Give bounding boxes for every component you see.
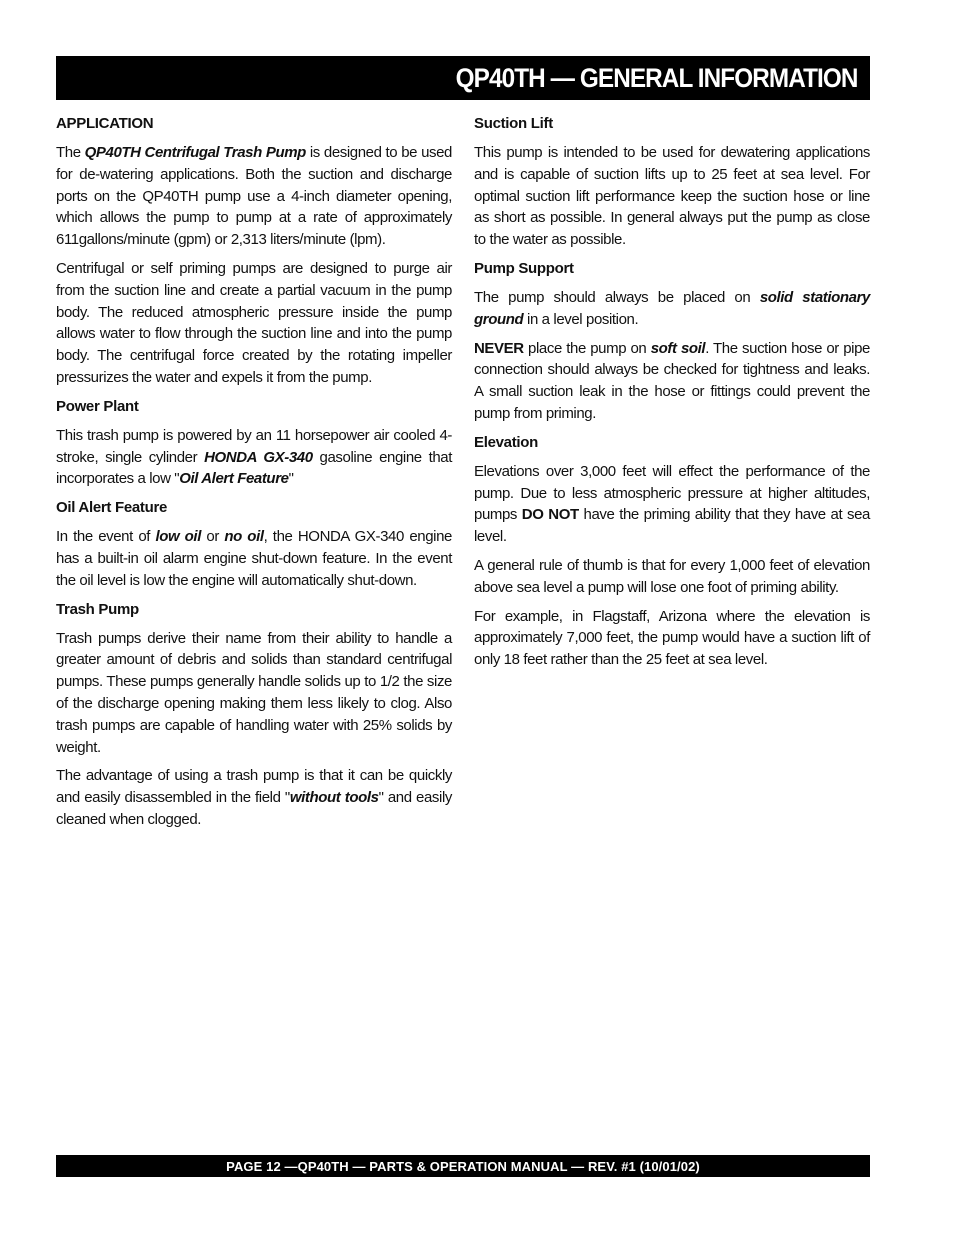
bold-text: NEVER	[474, 339, 524, 357]
page-title: QP40TH — GENERAL INFORMATION	[456, 62, 858, 93]
text-run: In the event of	[56, 528, 156, 546]
application-heading: APPLICATION	[56, 115, 154, 132]
power-plant-paragraph	[56, 425, 452, 490]
elevation-paragraph-1	[474, 461, 870, 548]
elevation-paragraph-2: A general rule of thumb is that for every 1,000 feet of elevation above sea level a pump will lose one foot of priming ability.	[474, 556, 870, 596]
text-run: The	[56, 144, 85, 161]
text-run: , the HONDA GX-340 engine has a built-in oil alarm engine shut-down feature. In the event the oil level is low the engine will automatically shut-down.	[56, 528, 452, 589]
text-run: The pump should always be placed on	[474, 288, 760, 306]
text-run: have the priming ability that they have at sea level.	[474, 506, 870, 546]
pump-support-heading: Pump Support	[474, 259, 574, 277]
pump-support-paragraph-2	[474, 338, 870, 425]
suction-lift-heading: Suction Lift	[474, 115, 553, 132]
oil-alert-heading: Oil Alert Feature	[56, 499, 168, 517]
emphasis-text: Oil Alert Feature	[179, 470, 289, 488]
emphasis-text: no oil	[224, 528, 264, 546]
text-run: in a level position.	[523, 310, 639, 328]
text-run: This trash pump is powered by an 11 horsepower air cooled 4-stroke, single cylinder	[56, 426, 452, 466]
application-paragraph-2: Centrifugal or self priming pumps are designed to purge air from the suction line and create a partial vacuum in the pump body. The reduced atmospheric pressure inside the pump allows water to flow through the suction line and into the pump body. The centrifugal force created by the rotating impeller pressurizes the water and expels it from the pump.	[56, 259, 452, 386]
pump-support-paragraph-1	[474, 287, 870, 331]
emphasis-text: QP40TH Centrifugal Trash Pump	[84, 144, 306, 161]
emphasis-text: HONDA GX-340	[204, 448, 313, 466]
emphasis-text: soft soil	[650, 339, 706, 357]
text-run: "	[288, 470, 294, 488]
text-run: or	[200, 528, 225, 546]
text-run: The advantage of using a trash pump is that it can be quickly and easily disassembled in the field "	[56, 767, 452, 807]
text-run: place the pump on	[523, 339, 651, 357]
power-plant-heading: Power Plant	[56, 397, 139, 415]
oil-alert-paragraph	[56, 526, 452, 591]
text-run: . The suction hose or pipe connection should always be checked for tightness and leaks. A small suction leak in the hose or fittings could prevent the pump from priming.	[474, 339, 871, 422]
trash-pump-heading: Trash Pump	[56, 600, 139, 618]
application-paragraph-1	[56, 142, 452, 251]
left-column	[56, 113, 452, 838]
suction-lift-paragraph: This pump is intended to be used for dewatering applications and is capable of suction lifts up to 25 feet at sea level. For optimal suction lift performance keep the suction hose or line as short as possible. In general always put the pump as close to the water as possible.	[474, 144, 870, 249]
emphasis-text: solid stationary ground	[474, 288, 870, 328]
trash-pump-paragraph-1: Trash pumps derive their name from their ability to handle a greater amount of debris and solids than standard centrifugal pumps. These pumps generally handle solids up to 1/2 the size of the discharge opening making them less likely to clog. Also trash pumps are capable of handling water with 25% solids by weight.	[56, 629, 452, 756]
emphasis-text: low oil	[155, 528, 201, 546]
elevation-heading: Elevation	[474, 433, 538, 451]
emphasis-text: without tools	[289, 789, 379, 807]
trash-pump-paragraph-2	[56, 765, 452, 830]
bold-text: DO NOT	[521, 506, 579, 524]
text-run: is designed to be used for de-watering applications. Both the suction and discharge ports on the QP40TH pump use a 4-inch diameter opening, which allows the pump to pump at a rate of approximately 611gallons/minute (gpm) or 2,313 liters/minute (lpm).	[56, 144, 452, 249]
footer-text: PAGE 12 —QP40TH — PARTS & OPERATION MANUAL — REV. #1 (10/01/02)	[226, 1158, 700, 1174]
right-column	[474, 113, 870, 678]
title-bar	[56, 56, 870, 100]
text-run: gasoline engine that incorporates a low "	[56, 448, 453, 488]
elevation-paragraph-3: For example, in Flagstaff, Arizona where the elevation is approximately 7,000 feet, the pump would have a suction lift of only 18 feet rather than the 25 feet at sea level.	[474, 607, 870, 669]
text-run: " and easily cleaned when clogged.	[56, 789, 452, 828]
footer-bar	[56, 1155, 870, 1177]
text-run: Elevations over 3,000 feet will effect the performance of the pump. Due to less atmospheric pressure at higher altitudes, pumps	[474, 462, 870, 524]
